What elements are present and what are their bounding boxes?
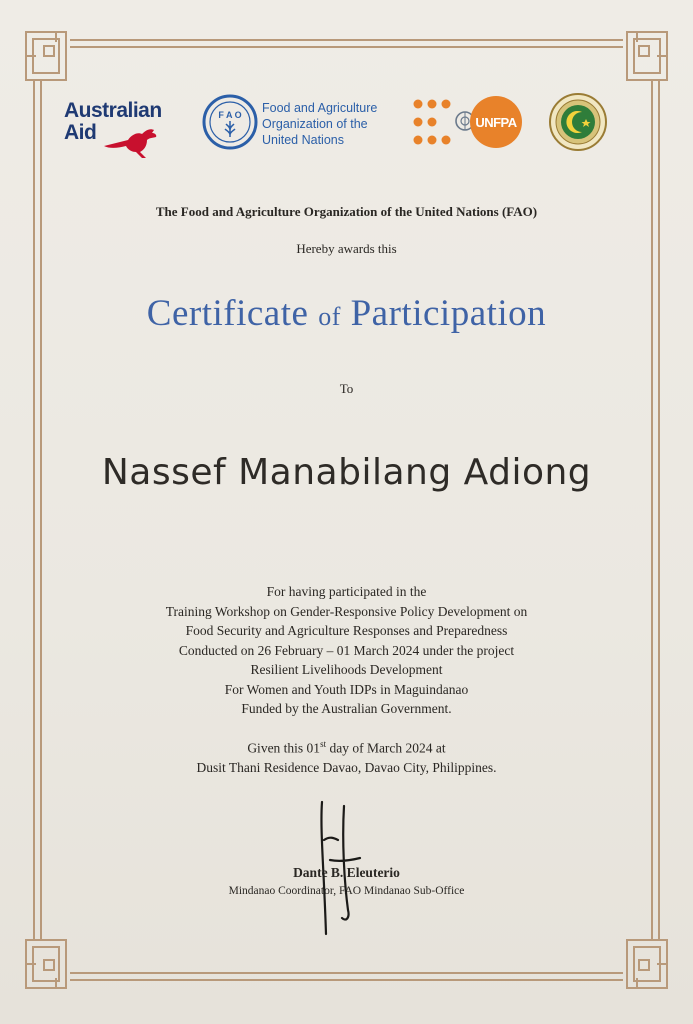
signature-mark	[300, 800, 370, 938]
given-date	[0, 735, 693, 758]
title-of: of	[318, 302, 341, 331]
given-statement	[0, 735, 693, 778]
given-prefix: Given this 01	[247, 740, 321, 756]
certificate-title	[0, 292, 693, 335]
signer-name: Dante B. Eleuterio	[293, 865, 400, 880]
sponsor-logos	[62, 88, 622, 166]
recipient-name: Nassef Manabilang Adiong	[101, 452, 592, 493]
fao-line2: Organization of the	[262, 117, 368, 131]
certificate-body	[0, 582, 693, 719]
body-line: Training Workshop on Gender-Responsive Policy Development on	[165, 603, 528, 619]
given-ordinal: st	[320, 739, 327, 749]
unfpa-logo: UNFPA	[470, 96, 522, 148]
fao-line1: Food and Agriculture	[262, 101, 378, 115]
to-line: To	[339, 381, 354, 396]
fao-name	[262, 100, 377, 148]
body-line: Resilient Livelihoods Development	[250, 662, 443, 677]
svg-text:F A O: F A O	[218, 110, 242, 120]
body-line: For Women and Youth IDPs in Maguindanao	[224, 681, 469, 697]
body-line: Conducted on 26 February – 01 March 2024 under the project	[178, 642, 515, 658]
fao-emblem-icon	[202, 94, 258, 150]
hereby-line: Hereby awards this	[296, 241, 397, 256]
given-location: Dusit Thani Residence Davao, Davao City, Philippines.	[196, 760, 497, 775]
title-part1: Certificate	[146, 293, 309, 334]
fao-line3: United Nations	[262, 133, 344, 147]
title-part2: Participation	[350, 293, 547, 334]
signer-title: Mindanao Coordinator, FAO Mindanao Sub-Office	[228, 885, 465, 897]
kangaroo-icon	[102, 124, 164, 160]
australian-aid-line1: Australian	[64, 99, 162, 122]
australian-aid-line2: Aid	[64, 121, 97, 144]
barmm-seal-icon	[548, 92, 608, 152]
body-line: Food Security and Agriculture Responses and Preparedness	[185, 623, 508, 638]
given-suffix: day of March 2024 at	[326, 740, 446, 756]
body-line: For having participated in the	[266, 584, 427, 599]
body-line: Funded by the Australian Government.	[241, 701, 452, 716]
issuer-line: The Food and Agriculture Organization of the United Nations (FAO)	[155, 204, 538, 219]
